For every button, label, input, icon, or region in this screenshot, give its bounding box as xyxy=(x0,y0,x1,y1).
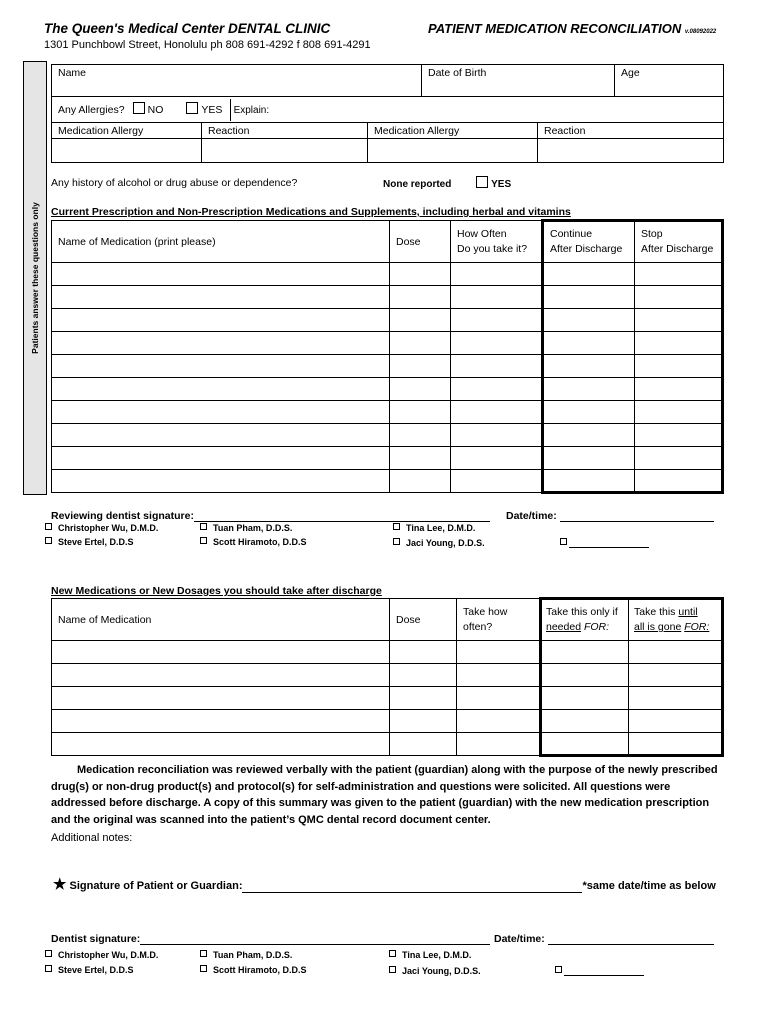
current-med-continue-input[interactable] xyxy=(543,263,635,286)
dentist-option-ertel-1[interactable]: Steve Ertel, D.D.S xyxy=(45,537,134,547)
current-med-dose-input[interactable] xyxy=(390,332,451,355)
current-med-often-input[interactable] xyxy=(451,332,543,355)
patient-info-table xyxy=(51,64,724,123)
name-field[interactable]: Name xyxy=(52,65,422,97)
current-med-continue-input[interactable] xyxy=(543,378,635,401)
new-med-often-input[interactable] xyxy=(457,687,541,710)
dentist-datetime-line[interactable] xyxy=(548,932,714,945)
current-med-stop-input[interactable] xyxy=(635,470,723,493)
new-med-until-gone-input[interactable] xyxy=(629,687,723,710)
current-med-dose-input[interactable] xyxy=(390,401,451,424)
dentist-option-other-2[interactable] xyxy=(555,966,644,976)
current-meds-table xyxy=(51,219,724,494)
substance-history-question: Any history of alcohol or drug abuse or dependence? xyxy=(51,177,298,189)
new-med-name-input[interactable] xyxy=(52,710,390,733)
current-med-dose-input[interactable] xyxy=(390,424,451,447)
none-reported-option: None reported YES xyxy=(383,176,511,190)
allergies-no-checkbox[interactable] xyxy=(133,102,145,114)
current-med-stop-input[interactable] xyxy=(635,263,723,286)
reaction-input-1[interactable] xyxy=(202,139,368,163)
dentist-option-young-2[interactable]: Jaci Young, D.D.S. xyxy=(389,966,481,976)
version-label: v.08092022 xyxy=(684,29,717,35)
reviewing-datetime-line[interactable] xyxy=(560,509,714,522)
new-med-name-input[interactable] xyxy=(52,687,390,710)
current-med-stop-input[interactable] xyxy=(635,332,723,355)
age-field[interactable]: Age xyxy=(615,65,724,97)
new-med-until-gone-input[interactable] xyxy=(629,733,723,756)
current-med-continue-input[interactable] xyxy=(543,447,635,470)
col-new-dose: Dose xyxy=(390,599,457,641)
current-med-often-input[interactable] xyxy=(451,263,543,286)
reviewing-signature-row: Reviewing dentist signature: xyxy=(51,509,490,522)
allergies-yes-label: YES xyxy=(201,103,223,116)
med-allergy-input-1[interactable] xyxy=(52,139,202,163)
current-med-dose-input[interactable] xyxy=(390,286,451,309)
new-med-dose-input[interactable] xyxy=(390,641,457,664)
current-med-often-input[interactable] xyxy=(451,424,543,447)
current-med-name-input[interactable] xyxy=(52,309,390,332)
current-med-dose-input[interactable] xyxy=(390,378,451,401)
dentist-signature-line[interactable] xyxy=(140,932,490,945)
col-if-needed: Take this only if needed FOR: xyxy=(541,599,629,641)
current-med-name-input[interactable] xyxy=(52,470,390,493)
current-med-dose-input[interactable] xyxy=(390,355,451,378)
col-until-gone: Take this until all is gone FOR: xyxy=(629,599,723,641)
allergy-table xyxy=(51,122,724,163)
allergies-no-label: NO xyxy=(147,103,164,116)
explain-label: Explain: xyxy=(233,104,270,116)
new-med-name-input[interactable] xyxy=(52,664,390,687)
current-meds-heading: Current Prescription and Non-Prescription Medications and Supplements, including herbal and vitamins xyxy=(51,206,571,218)
current-med-continue-input[interactable] xyxy=(543,332,635,355)
dentist-option-pham-1[interactable]: Tuan Pham, D.D.S. xyxy=(200,523,292,533)
reviewing-signature-line[interactable] xyxy=(194,509,490,522)
new-med-dose-input[interactable] xyxy=(390,710,457,733)
substance-yes-checkbox[interactable] xyxy=(476,176,488,188)
current-med-dose-input[interactable] xyxy=(390,470,451,493)
new-med-often-input[interactable] xyxy=(457,664,541,687)
dob-field[interactable]: Date of Birth xyxy=(422,65,615,97)
dentist-option-wu-1[interactable]: Christopher Wu, D.M.D. xyxy=(45,523,158,533)
dentist-option-other-1[interactable] xyxy=(560,538,649,548)
current-med-name-input[interactable] xyxy=(52,378,390,401)
col-stop: Stop After Discharge xyxy=(635,221,723,263)
current-med-stop-input[interactable] xyxy=(635,424,723,447)
current-med-often-input[interactable] xyxy=(451,401,543,424)
current-med-often-input[interactable] xyxy=(451,286,543,309)
allergies-question: Any Allergies? xyxy=(58,103,125,116)
reaction-header-1: Reaction xyxy=(202,123,368,139)
substance-yes-label: YES xyxy=(491,179,512,190)
new-med-dose-input[interactable] xyxy=(390,733,457,756)
new-med-dose-input[interactable] xyxy=(390,664,457,687)
col-medication-name: Name of Medication (print please) xyxy=(52,221,390,263)
patient-signature-line[interactable] xyxy=(242,880,582,893)
new-med-name-input[interactable] xyxy=(52,641,390,664)
dentist-option-pham-2[interactable]: Tuan Pham, D.D.S. xyxy=(200,950,292,960)
current-med-name-input[interactable] xyxy=(52,332,390,355)
new-med-often-input[interactable] xyxy=(457,641,541,664)
explain-input[interactable] xyxy=(272,102,672,118)
dentist-option-young-1[interactable]: Jaci Young, D.D.S. xyxy=(393,538,485,548)
current-med-often-input[interactable] xyxy=(451,378,543,401)
current-med-often-input[interactable] xyxy=(451,447,543,470)
new-meds-heading: New Medications or New Dosages you should take after discharge xyxy=(51,585,382,597)
dentist-option-ertel-2[interactable]: Steve Ertel, D.D.S xyxy=(45,965,134,975)
current-med-name-input[interactable] xyxy=(52,263,390,286)
current-med-often-input[interactable] xyxy=(451,355,543,378)
current-med-dose-input[interactable] xyxy=(390,309,451,332)
dentist-option-lee-2[interactable]: Tina Lee, D.M.D. xyxy=(389,950,471,960)
current-med-stop-input[interactable] xyxy=(635,309,723,332)
current-med-continue-input[interactable] xyxy=(543,424,635,447)
dentist-datetime-row: Date/time: xyxy=(494,932,714,945)
current-med-continue-input[interactable] xyxy=(543,286,635,309)
dentist-option-wu-2[interactable]: Christopher Wu, D.M.D. xyxy=(45,950,158,960)
new-med-if-needed-input[interactable] xyxy=(541,710,629,733)
current-med-stop-input[interactable] xyxy=(635,401,723,424)
dentist-signature-row: Dentist signature: xyxy=(51,932,490,945)
col-how-often: How Often Do you take it? xyxy=(451,221,543,263)
current-med-name-input[interactable] xyxy=(52,355,390,378)
col-new-how-often: Take how often? xyxy=(457,599,541,641)
reviewing-datetime-row: Date/time: xyxy=(506,509,714,522)
star-icon: ★ xyxy=(53,876,67,893)
current-med-often-input[interactable] xyxy=(451,309,543,332)
new-med-if-needed-input[interactable] xyxy=(541,641,629,664)
patient-signature-row: ★ Signature of Patient or Guardian: *same date/time as below xyxy=(53,876,716,893)
additional-notes-label: Additional notes: xyxy=(51,832,133,844)
new-med-often-input[interactable] xyxy=(457,733,541,756)
current-med-stop-input[interactable] xyxy=(635,355,723,378)
dentist-option-hiramoto-2[interactable]: Scott Hiramoto, D.D.S xyxy=(200,965,307,975)
current-med-dose-input[interactable] xyxy=(390,447,451,470)
current-med-stop-input[interactable] xyxy=(635,286,723,309)
new-meds-table xyxy=(51,597,724,757)
current-med-continue-input[interactable] xyxy=(543,355,635,378)
med-allergy-input-2[interactable] xyxy=(368,139,538,163)
new-med-if-needed-input[interactable] xyxy=(541,687,629,710)
current-med-stop-input[interactable] xyxy=(635,378,723,401)
col-continue: Continue After Discharge xyxy=(543,221,635,263)
current-med-continue-input[interactable] xyxy=(543,309,635,332)
new-med-dose-input[interactable] xyxy=(390,687,457,710)
reaction-header-2: Reaction xyxy=(538,123,724,139)
new-med-until-gone-input[interactable] xyxy=(629,710,723,733)
current-med-name-input[interactable] xyxy=(52,401,390,424)
clinic-address: 1301 Punchbowl Street, Honolulu ph 808 691-4292 f 808 691-4291 xyxy=(44,39,371,51)
current-med-name-input[interactable] xyxy=(52,424,390,447)
clinic-name: The Queen's Medical Center DENTAL CLINIC xyxy=(44,21,331,36)
current-med-often-input[interactable] xyxy=(451,470,543,493)
dentist-option-hiramoto-1[interactable]: Scott Hiramoto, D.D.S xyxy=(200,537,307,547)
current-med-stop-input[interactable] xyxy=(635,447,723,470)
dentist-option-lee-1[interactable]: Tina Lee, D.M.D. xyxy=(393,523,475,533)
current-med-name-input[interactable] xyxy=(52,286,390,309)
current-med-name-input[interactable] xyxy=(52,447,390,470)
same-datetime-note: *same date/time as below xyxy=(582,880,716,892)
reaction-input-2[interactable] xyxy=(538,139,724,163)
new-med-if-needed-input[interactable] xyxy=(541,664,629,687)
current-med-continue-input[interactable] xyxy=(543,401,635,424)
reconciliation-statement: Medication reconciliation was reviewed verbally with the patient (guardian) along with the purpose of the newly prescribed drug(s) or non-drug product(s) and protocol(s) for self-administration and questions were solicited. All questions were addressed before discharge. A copy of this summary was given to the patient (guardian) with the new medication prescription and the original was scanned into the patient’s QMC dental record document center. xyxy=(51,764,718,826)
new-med-name-input[interactable] xyxy=(52,733,390,756)
new-med-if-needed-input[interactable] xyxy=(541,733,629,756)
new-med-often-input[interactable] xyxy=(457,710,541,733)
med-allergy-header-1: Medication Allergy xyxy=(52,123,202,139)
sidebar-label: Patients answer these questions only xyxy=(30,202,40,354)
allergies-yes-checkbox[interactable] xyxy=(186,102,198,114)
col-dose: Dose xyxy=(390,221,451,263)
med-allergy-header-2: Medication Allergy xyxy=(368,123,538,139)
form-title: PATIENT MEDICATION RECONCILIATION v.08092022 xyxy=(428,21,717,36)
new-med-until-gone-input[interactable] xyxy=(629,664,723,687)
current-med-dose-input[interactable] xyxy=(390,263,451,286)
patient-section-sidebar xyxy=(23,61,47,495)
col-new-medication-name: Name of Medication xyxy=(52,599,390,641)
new-med-until-gone-input[interactable] xyxy=(629,641,723,664)
current-med-continue-input[interactable] xyxy=(543,470,635,493)
